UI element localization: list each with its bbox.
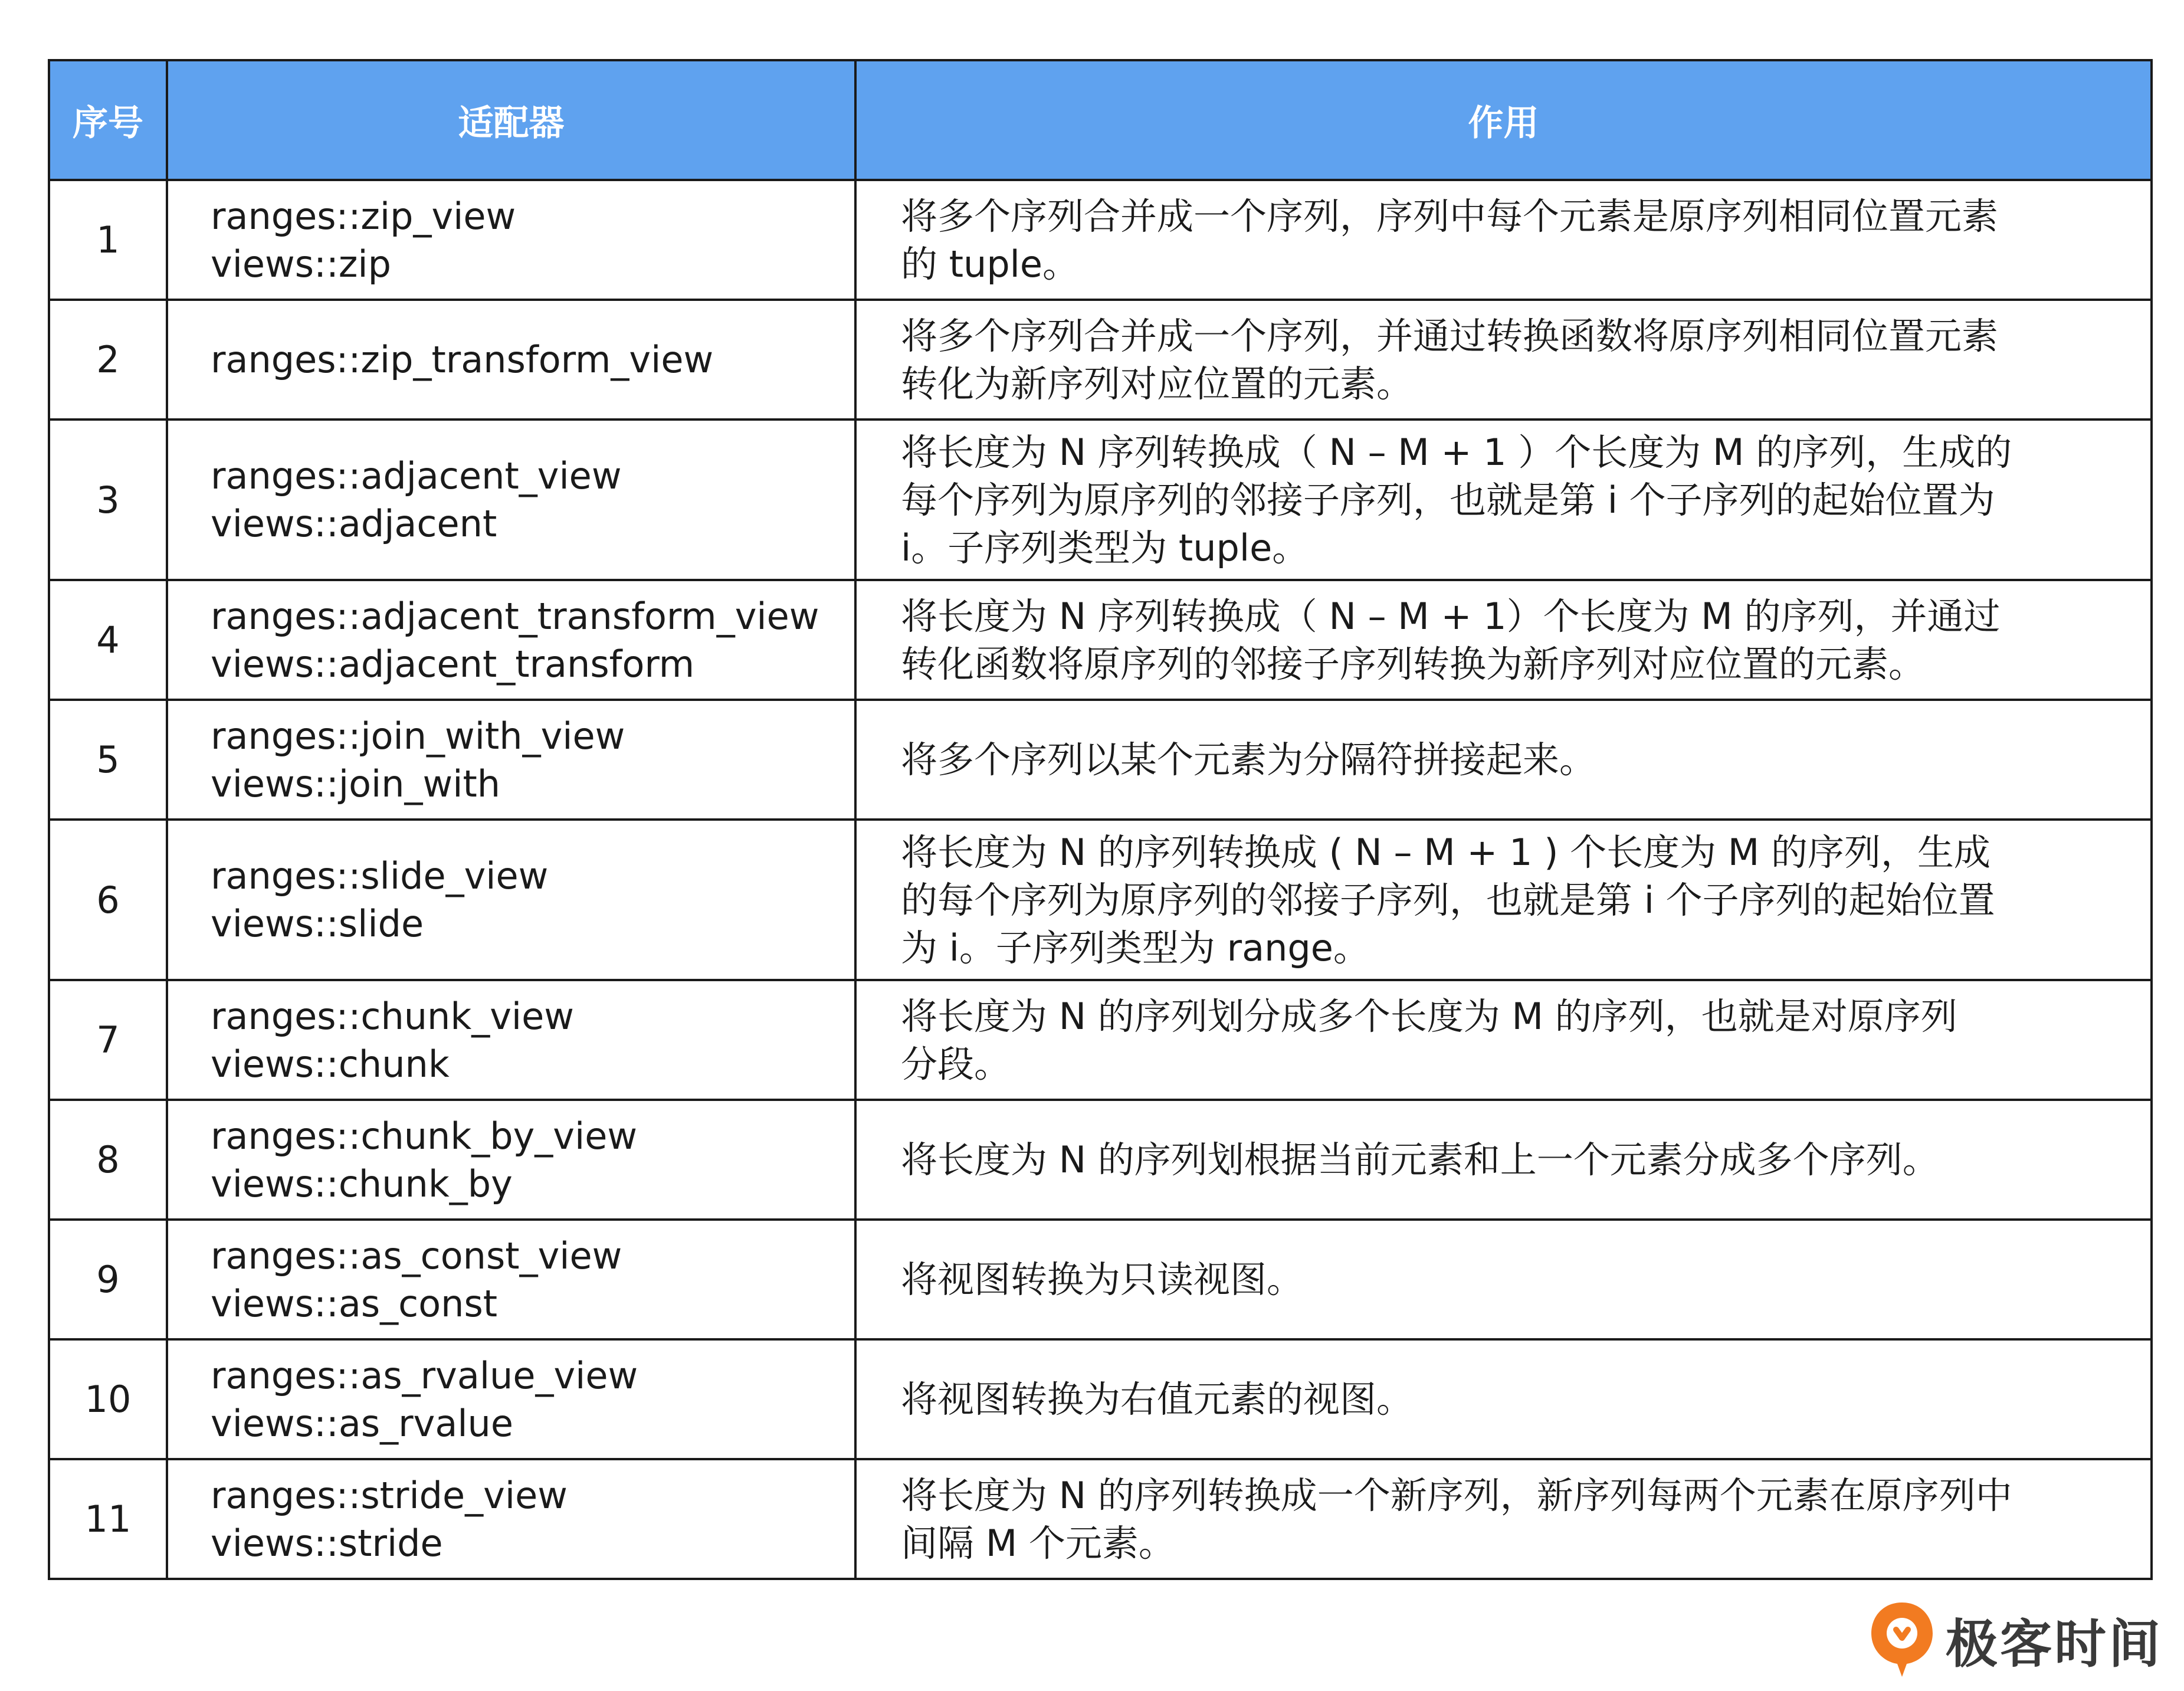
description-line: 转化为新序列对应位置的元素。 <box>901 362 1414 405</box>
table-row <box>49 1459 2152 1579</box>
row-index: 7 <box>49 980 167 1100</box>
table-row <box>49 820 2152 980</box>
table-row <box>49 300 2152 420</box>
adapter-name: views::adjacent_transform <box>211 642 695 686</box>
adapter-name: ranges::adjacent_view <box>211 454 622 497</box>
row-adapter <box>167 980 855 1100</box>
table-header-row <box>49 60 2152 180</box>
row-description <box>855 1459 2152 1579</box>
row-description <box>855 700 2152 820</box>
brand-name: 极客时间 <box>1945 1614 2163 1674</box>
row-adapter <box>167 700 855 820</box>
row-description <box>855 180 2152 300</box>
description-line: 将多个序列合并成一个序列，并通过转换函数将原序列相同位置元素 <box>901 314 1999 358</box>
row-index: 4 <box>49 580 167 700</box>
adapter-name: ranges::as_rvalue_view <box>211 1354 638 1397</box>
description-line: 每个序列为原序列的邻接子序列，也就是第 i 个子序列的起始位置为 <box>901 478 1995 522</box>
description-line: 将多个序列合并成一个序列，序列中每个元素是原序列相同位置元素 <box>901 194 1999 238</box>
table-body <box>49 180 2152 1579</box>
row-adapter <box>167 580 855 700</box>
description-line: 将长度为 N 的序列转换成一个新序列，新序列每两个元素在原序列中 <box>901 1473 2012 1517</box>
table-row <box>49 420 2152 580</box>
header-adapter: 适配器 <box>167 60 855 180</box>
row-adapter <box>167 180 855 300</box>
description-line: 转化函数将原序列的邻接子序列转换为新序列对应位置的元素。 <box>901 642 1926 686</box>
row-adapter <box>167 300 855 420</box>
table-row <box>49 1100 2152 1220</box>
row-description <box>855 820 2152 980</box>
adapter-name: ranges::join_with_view <box>211 714 625 758</box>
row-index: 8 <box>49 1100 167 1220</box>
header-index: 序号 <box>49 60 167 180</box>
row-index: 10 <box>49 1339 167 1459</box>
adapter-name: views::zip <box>211 242 391 286</box>
row-adapter <box>167 820 855 980</box>
description-line: 将长度为 N 序列转换成（ N – M + 1）个长度为 M 的序列，并通过 <box>901 594 2001 638</box>
row-description <box>855 980 2152 1100</box>
row-adapter <box>167 1220 855 1339</box>
row-index: 9 <box>49 1220 167 1339</box>
table-row <box>49 1339 2152 1459</box>
row-index: 2 <box>49 300 167 420</box>
table-row <box>49 180 2152 300</box>
adapter-name: views::as_const <box>211 1282 498 1325</box>
row-adapter <box>167 1339 855 1459</box>
table-row <box>49 700 2152 820</box>
adapter-name: ranges::adjacent_transform_view <box>211 594 819 638</box>
description-line: 的每个序列为原序列的邻接子序列，也就是第 i 个子序列的起始位置 <box>901 878 1995 922</box>
description-line: 分段。 <box>901 1042 1011 1086</box>
adapter-name: ranges::as_const_view <box>211 1234 622 1277</box>
table-row <box>49 1220 2152 1339</box>
row-description <box>855 300 2152 420</box>
row-description <box>855 1339 2152 1459</box>
adapter-name: ranges::slide_view <box>211 854 549 897</box>
row-adapter <box>167 420 855 580</box>
row-index: 11 <box>49 1459 167 1579</box>
row-index: 5 <box>49 700 167 820</box>
table-row <box>49 580 2152 700</box>
row-adapter <box>167 1459 855 1579</box>
description-line: 将长度为 N 序列转换成（ N – M + 1 ）个长度为 M 的序列，生成的 <box>901 430 2012 474</box>
description-line: 将视图转换为只读视图。 <box>901 1258 1304 1301</box>
row-index: 3 <box>49 420 167 580</box>
row-index: 6 <box>49 820 167 980</box>
adapter-name: views::as_rvalue <box>211 1401 513 1445</box>
description-line: 将长度为 N 的序列划根据当前元素和上一个元素分成多个序列。 <box>901 1138 1939 1181</box>
adapter-name: ranges::zip_transform_view <box>211 338 714 381</box>
description-line: 的 tuple。 <box>901 242 1080 286</box>
adapter-name: views::slide <box>211 902 424 945</box>
adapter-name: views::join_with <box>211 762 501 805</box>
table-row <box>49 980 2152 1100</box>
header-purpose: 作用 <box>855 60 2152 180</box>
adapter-name: views::chunk <box>211 1042 450 1086</box>
adapter-name: views::stride <box>211 1521 443 1565</box>
adapter-name: ranges::zip_view <box>211 194 516 238</box>
description-line: 间隔 M 个元素。 <box>901 1521 1175 1565</box>
row-description <box>855 420 2152 580</box>
description-line: 将多个序列以某个元素为分隔符拼接起来。 <box>901 738 1596 781</box>
adapter-name: ranges::stride_view <box>211 1473 568 1517</box>
geektime-logo-icon <box>1867 1599 1937 1682</box>
row-description <box>855 580 2152 700</box>
description-line: i。子序列类型为 tuple。 <box>901 526 1309 569</box>
row-adapter <box>167 1100 855 1220</box>
adapter-name: ranges::chunk_view <box>211 994 575 1038</box>
description-line: 将长度为 N 的序列划分成多个长度为 M 的序列，也就是对原序列 <box>901 994 1957 1038</box>
brand-logo <box>1867 1596 2163 1685</box>
adapter-name: views::adjacent <box>211 502 497 545</box>
adapter-name: views::chunk_by <box>211 1162 513 1205</box>
row-index: 1 <box>49 180 167 300</box>
adapter-name: ranges::chunk_by_view <box>211 1114 638 1158</box>
description-line: 将视图转换为右值元素的视图。 <box>901 1378 1414 1421</box>
row-description <box>855 1100 2152 1220</box>
description-line: 将长度为 N 的序列转换成 ( N – M + 1 ) 个长度为 M 的序列，生成 <box>901 830 1991 874</box>
adapter-table <box>48 59 2153 1580</box>
description-line: 为 i。子序列类型为 range。 <box>901 926 1370 969</box>
row-description <box>855 1220 2152 1339</box>
